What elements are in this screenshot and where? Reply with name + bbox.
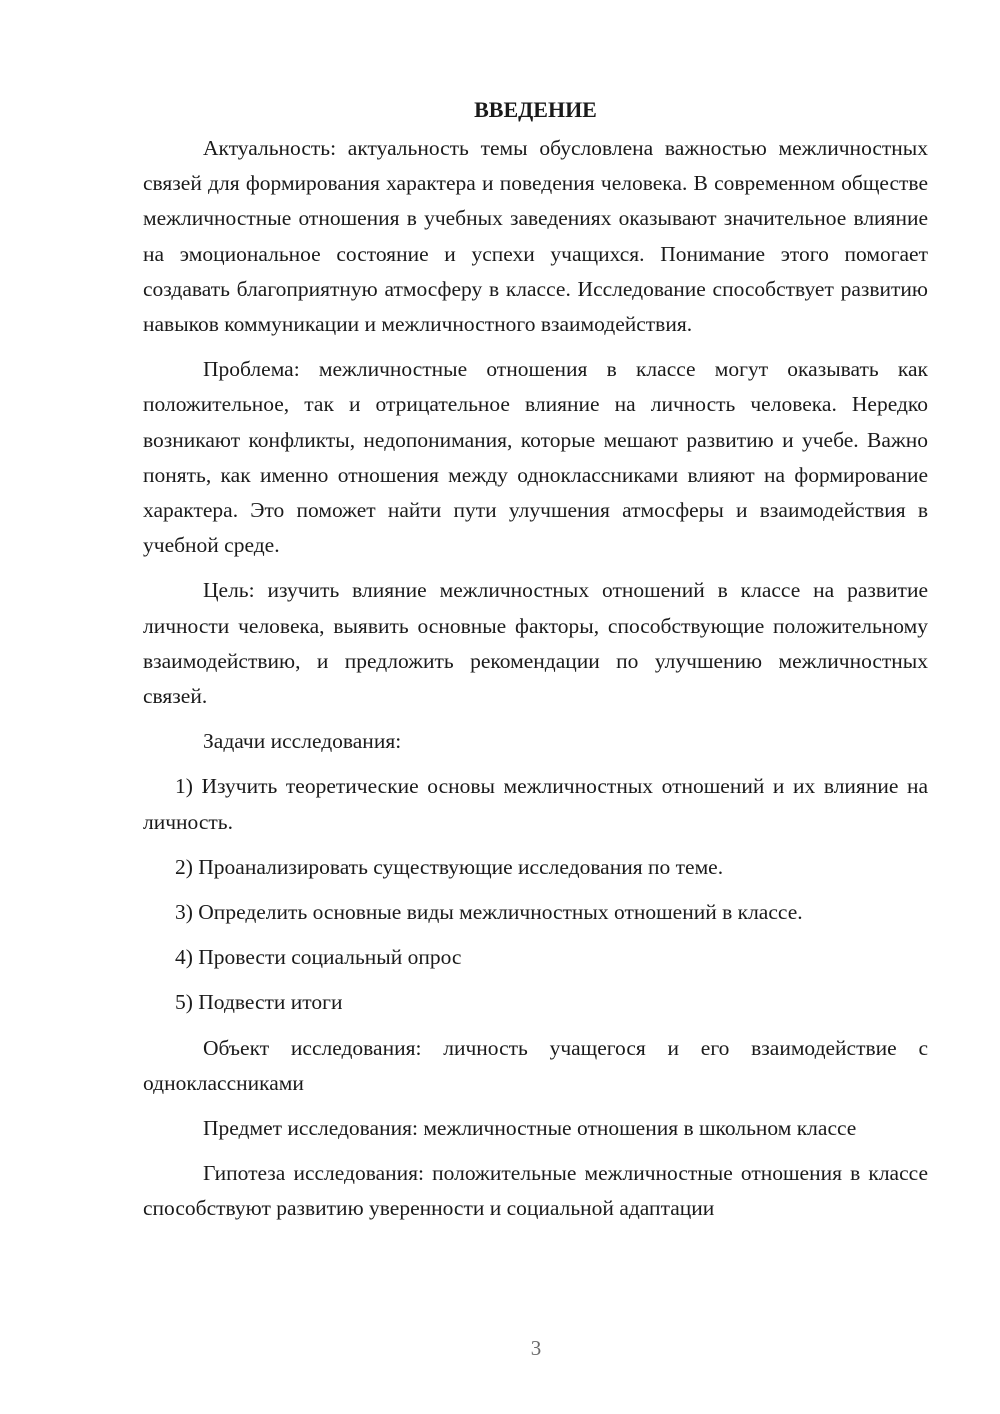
task-item-4: 4) Провести социальный опрос <box>175 945 462 970</box>
page-number: 3 <box>530 1336 542 1360</box>
task-item-2: 2) Проанализировать существующие исследования по теме. <box>175 854 724 879</box>
relevance-paragraph: Актуальность: актуальность темы обусловлена важностью межличностных связей для формирования характера и поведения человека. В современном обществе межличностные отношения в учебных заведениях оказывают значительное влияние на эмоциональное состояние и успехи учащихся. Понимание этого помогает создавать благоприятную атмосферу в классе. Исследование способствует развитию навыков коммуникации и межличностного взаимодействия. <box>143 136 928 337</box>
tasks-heading: Задачи исследования: <box>203 729 402 754</box>
goal-paragraph: Цель: изучить влияние межличностных отношений в классе на развитие личности человека, выявить основные факторы, способствующие положительному взаимодействию, и предложить рекомендации по улучшению межличностных связей. <box>143 578 928 709</box>
section-title: ВВЕДЕНИЕ <box>474 97 597 122</box>
object-paragraph: Объект исследования: личность учащегося и его взаимодействие с одноклассниками <box>143 1035 928 1095</box>
hypothesis-paragraph: Гипотеза исследования: положительные межличностные отношения в классе способствуют развитию уверенности и социальной адаптации <box>143 1161 928 1221</box>
document-page <box>143 92 928 1227</box>
problem-paragraph: Проблема: межличностные отношения в классе могут оказывать как положительное, так и отрицательное влияние на личность человека. Нередко возникают конфликты, недопонимания, которые мешают развитию и учебе. Важно понять, как именно отношения между одноклассниками влияют на формирование характера. Это поможет найти пути улучшения атмосферы и взаимодействия в учебной среде. <box>143 357 928 558</box>
task-item-3: 3) Определить основные виды межличностных отношений в классе. <box>175 900 803 925</box>
task-item-5: 5) Подвести итоги <box>175 990 343 1015</box>
subject-paragraph: Предмет исследования: межличностные отношения в школьном классе <box>203 1116 857 1141</box>
task-item-1: 1) Изучить теоретические основы межличностных отношений и их влияние на личность. <box>143 774 928 834</box>
